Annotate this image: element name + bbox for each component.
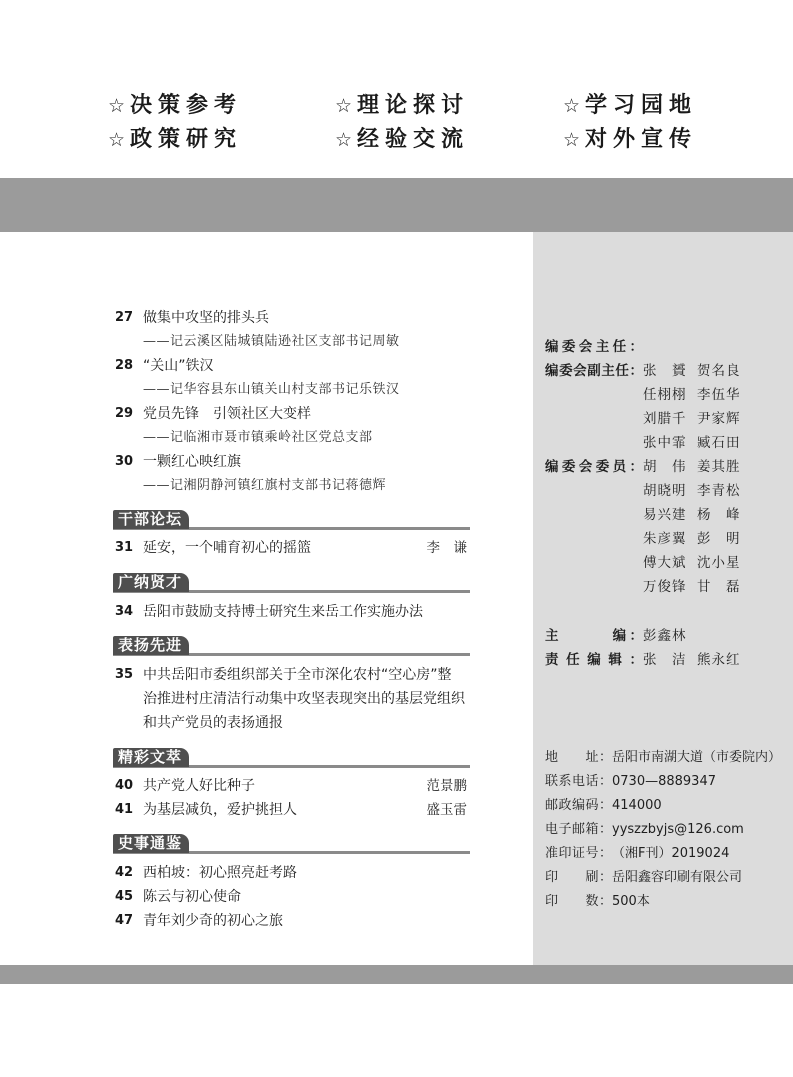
table-of-contents — [115, 306, 467, 498]
publication-info — [545, 746, 789, 914]
masthead-panel — [533, 232, 793, 965]
staff-name: 熊永红 — [697, 652, 741, 668]
masthead-row — [545, 335, 785, 359]
category-label: 理论探讨 — [357, 93, 470, 118]
section-heading-label: 干部论坛 — [113, 510, 189, 529]
staff-name: 甘 磊 — [697, 579, 741, 595]
editorial-board — [545, 335, 785, 599]
star-outline-icon: ☆ — [335, 95, 353, 117]
contact-value: 500本 — [612, 894, 650, 909]
staff-name: 李青松 — [697, 483, 741, 499]
contact-label: 准印证号： — [545, 846, 612, 861]
article-title: 党员先锋 引领社区大变样 — [143, 406, 311, 422]
staff-name: 臧石田 — [697, 435, 741, 451]
contact-row — [545, 746, 789, 770]
contact-row — [545, 770, 789, 794]
star-outline-icon: ☆ — [108, 95, 126, 117]
page-number: 34 — [115, 604, 134, 619]
page-number: 42 — [115, 865, 134, 880]
section-heading — [113, 510, 470, 530]
staff-name: 杨 峰 — [697, 507, 741, 523]
contact-row — [545, 818, 789, 842]
page-number: 29 — [115, 406, 134, 421]
staff-name: 张 洁 — [643, 652, 687, 668]
star-outline-icon: ☆ — [563, 129, 581, 151]
toc-entry — [115, 354, 467, 378]
star-outline-icon: ☆ — [335, 129, 353, 151]
masthead-row — [545, 407, 785, 431]
staff-name: 傅大斌 — [643, 555, 687, 571]
masthead-label: 编委会副主任： — [545, 363, 643, 379]
header-band — [0, 178, 793, 232]
article-author: 盛玉雷 — [426, 802, 467, 818]
staff-name: 任栩栩 — [643, 387, 687, 403]
staff-name: 胡晓明 — [643, 483, 687, 499]
masthead-row — [545, 648, 785, 672]
masthead-label: 责任编辑： — [545, 652, 643, 668]
staff-name: 万俊锋 — [643, 579, 687, 595]
category-label: 政策研究 — [130, 127, 243, 152]
editors — [545, 624, 785, 672]
section-heading — [113, 748, 470, 768]
section-heading — [113, 573, 470, 593]
masthead-row — [545, 359, 785, 383]
contact-value: 岳阳鑫容印刷有限公司 — [612, 870, 743, 885]
masthead-row — [545, 431, 785, 455]
toc-entry — [115, 909, 467, 933]
page-number: 28 — [115, 358, 134, 373]
masthead-label: 编委会主任： — [545, 339, 643, 355]
section-heading-label: 广纳贤才 — [113, 573, 189, 592]
staff-name: 刘腊千 — [643, 411, 687, 427]
contact-label: 印 刷： — [545, 870, 612, 885]
toc-entry — [115, 798, 467, 822]
article-title: 共产党人好比种子 — [143, 778, 255, 794]
contact-row — [545, 890, 789, 914]
category-label: 对外宣传 — [585, 127, 698, 152]
category-item — [563, 92, 697, 120]
staff-name: 彭鑫林 — [643, 628, 687, 644]
staff-name: 朱彦翼 — [643, 531, 687, 547]
staff-name: 李伍华 — [697, 387, 741, 403]
masthead-label: 主 编： — [545, 628, 643, 644]
toc-entry — [115, 402, 467, 426]
section-heading-label: 精彩文萃 — [113, 748, 189, 767]
page-number: 45 — [115, 889, 134, 904]
page-number: 35 — [115, 667, 134, 682]
article-title: 做集中攻坚的排头兵 — [143, 310, 269, 326]
article-title: 西柏坡：初心照亮赶考路 — [143, 865, 297, 881]
contact-value: yyszzbyjs@126.com — [612, 822, 744, 837]
category-item — [563, 126, 697, 154]
category-item — [108, 92, 242, 120]
article-title-continued: 治推进村庄清洁行动集中攻坚表现突出的基层党组织 — [143, 691, 465, 707]
category-label: 经验交流 — [357, 127, 470, 152]
category-item — [108, 126, 242, 154]
section-heading — [113, 636, 470, 656]
toc-entry — [115, 600, 467, 624]
star-outline-icon: ☆ — [108, 129, 126, 151]
contact-value: 414000 — [612, 798, 662, 813]
category-item — [335, 92, 469, 120]
article-title: 一颗红心映红旗 — [143, 454, 241, 470]
toc-entry — [115, 774, 467, 798]
contact-value: 0730—8889347 — [612, 774, 716, 789]
article-subtitle: ——记华容县东山镇关山村支部书记乐铁汉 — [143, 382, 400, 397]
masthead-row — [545, 503, 785, 527]
contact-row — [545, 866, 789, 890]
staff-name: 彭 明 — [697, 531, 741, 547]
category-label: 决策参考 — [130, 93, 243, 118]
staff-name: 张中霏 — [643, 435, 687, 451]
staff-name: 尹家辉 — [697, 411, 741, 427]
toc-entry — [115, 663, 467, 687]
masthead-row — [545, 527, 785, 551]
contact-label: 印 数： — [545, 894, 612, 909]
contact-label: 联系电话： — [545, 774, 612, 789]
article-subtitle: ——记湘阴静河镇红旗村支部书记蒋德辉 — [143, 478, 387, 493]
section-entries — [115, 774, 467, 822]
masthead-row — [545, 479, 785, 503]
page-number: 27 — [115, 310, 134, 325]
masthead-label: 编委会委员： — [545, 459, 643, 475]
category-row — [0, 126, 793, 154]
page-number: 41 — [115, 802, 134, 817]
page-number: 40 — [115, 778, 134, 793]
category-row — [0, 92, 793, 120]
section-entries — [115, 536, 467, 560]
toc-entry — [115, 536, 467, 560]
page-number: 30 — [115, 454, 134, 469]
contact-row — [545, 842, 789, 866]
toc-entry — [115, 306, 467, 330]
toc-entry — [115, 450, 467, 474]
article-author: 范景鹏 — [426, 778, 467, 794]
article-title: 中共岳阳市委组织部关于全市深化农村“空心房”整 — [143, 667, 452, 683]
article-title: 延安，一个哺育初心的摇篮 — [143, 540, 311, 556]
section-heading-label: 史事通鉴 — [113, 834, 189, 853]
section-heading-label: 表扬先进 — [113, 636, 189, 655]
article-subtitle: ——记临湘市聂市镇乘岭社区党总支部 — [143, 430, 373, 445]
section-entries — [115, 663, 467, 735]
staff-name: 易兴建 — [643, 507, 687, 523]
masthead-row — [545, 551, 785, 575]
article-title: 岳阳市鼓励支持博士研究生来岳工作实施办法 — [143, 604, 423, 620]
article-author: 李 谦 — [426, 540, 467, 556]
footer-band — [0, 965, 793, 984]
section-heading — [113, 834, 470, 854]
staff-name: 沈小星 — [697, 555, 741, 571]
staff-name: 张 贇 — [643, 363, 687, 379]
staff-name: 姜其胜 — [697, 459, 741, 475]
toc-entry — [115, 885, 467, 909]
category-item — [335, 126, 469, 154]
masthead-row — [545, 575, 785, 599]
masthead-row — [545, 624, 785, 648]
masthead-row — [545, 383, 785, 407]
article-title: “关山”铁汉 — [143, 358, 214, 374]
article-title: 陈云与初心使命 — [143, 889, 241, 905]
staff-name: 胡 伟 — [643, 459, 687, 475]
masthead-row — [545, 455, 785, 479]
article-title: 青年刘少奇的初心之旅 — [143, 913, 283, 929]
contact-label: 地 址： — [545, 750, 612, 765]
contact-value: 岳阳市南湖大道（市委院内） — [612, 750, 782, 765]
article-title-continued: 和共产党员的表扬通报 — [143, 715, 283, 731]
section-entries — [115, 861, 467, 933]
page-number: 31 — [115, 540, 134, 555]
toc-entry — [115, 861, 467, 885]
contact-row — [545, 794, 789, 818]
contact-value: （湘F刊）2019024 — [612, 846, 730, 861]
staff-name: 贺名良 — [697, 363, 741, 379]
contact-label: 邮政编码： — [545, 798, 612, 813]
star-outline-icon: ☆ — [563, 95, 581, 117]
article-subtitle: ——记云溪区陆城镇陆逊社区支部书记周敏 — [143, 334, 400, 349]
category-label: 学习园地 — [585, 93, 698, 118]
contact-label: 电子邮箱： — [545, 822, 612, 837]
section-entries — [115, 600, 467, 624]
page-number: 47 — [115, 913, 134, 928]
article-title: 为基层减负，爱护挑担人 — [143, 802, 297, 818]
